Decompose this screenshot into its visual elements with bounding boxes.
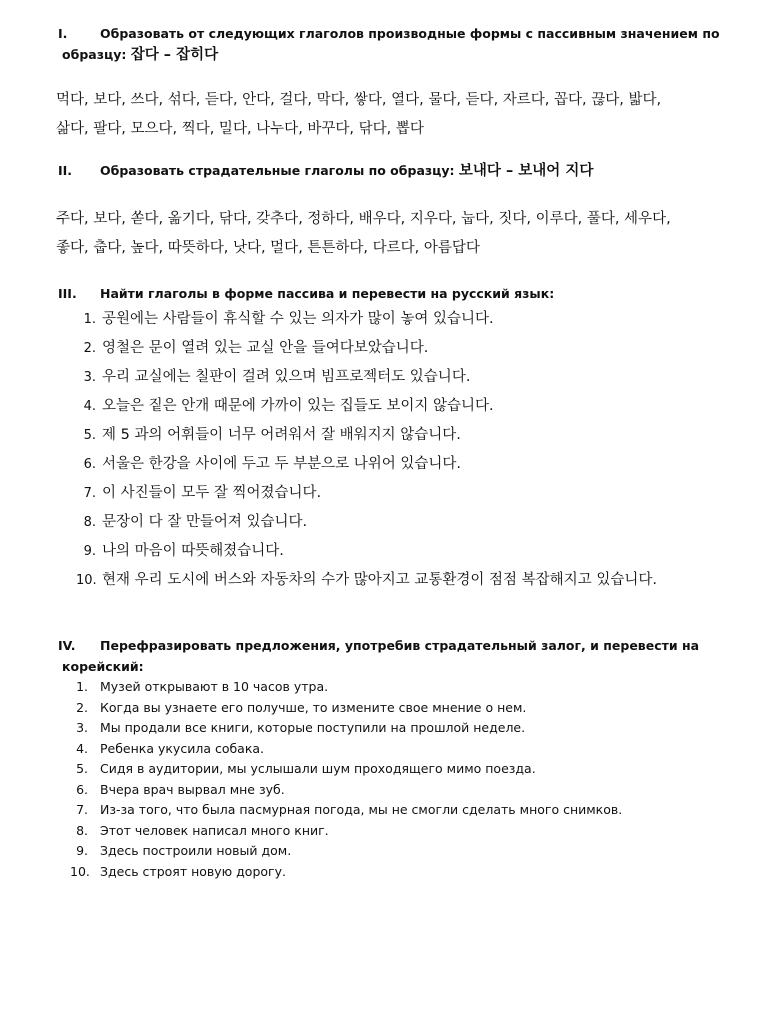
list-item-number: 9. bbox=[76, 843, 88, 858]
section-4-sentence-list bbox=[70, 677, 623, 882]
list-item-number: 4. bbox=[76, 740, 88, 756]
section-1-words-line-1: 먹다, 보다, 쓰다, 섞다, 듣다, 안다, 걸다, 막다, 쌓다, 열다, 물다, 듣다, 자르다, 꼽다, 끊다, 밟다, bbox=[56, 92, 662, 108]
section-2-words-line-2: 좋다, 춥다, 높다, 따뜻하다, 낫다, 멀다, 튼튼하다, 다르다, 아름답다 bbox=[56, 240, 480, 256]
section-2-title bbox=[100, 161, 593, 181]
list-item-text: Мы продали все книги, которые поступили на прошлой неделе. bbox=[100, 720, 526, 735]
section-3-number: III. bbox=[58, 286, 77, 301]
list-item-number: 8. bbox=[76, 822, 88, 838]
list-item-number: 5. bbox=[76, 761, 88, 776]
section-4-sentence bbox=[76, 677, 622, 698]
section-3-sentence bbox=[83, 392, 657, 421]
list-item-text: 현재 우리 도시에 버스와 자동차의 수가 많아지고 교통환경이 점점 복잡해지고 있습니다. bbox=[102, 572, 657, 588]
list-item-text: Вчера врач вырвал мне зуб. bbox=[100, 781, 285, 797]
list-item-number: 2. bbox=[76, 699, 88, 715]
list-item-text: Этот человек написал много книг. bbox=[100, 822, 329, 838]
list-item-text: Сидя в аудитории, мы услышали шум проходящего мимо поезда. bbox=[100, 761, 536, 776]
section-3-sentence-list bbox=[76, 305, 657, 595]
list-item-text: Музей открывают в 10 часов утра. bbox=[100, 679, 329, 694]
list-item-text: 우리 교실에는 칠판이 걸려 있으며 빔프로젝터도 있습니다. bbox=[102, 369, 471, 385]
list-item-text: Ребенка укусила собака. bbox=[100, 740, 265, 756]
section-4-sentence bbox=[76, 800, 623, 821]
section-3-sentence bbox=[83, 334, 657, 363]
section-3-sentence bbox=[83, 450, 657, 479]
list-item-number: 10. bbox=[76, 573, 97, 588]
section-4-sentence bbox=[76, 841, 622, 862]
section-4-sentence bbox=[76, 739, 622, 760]
list-item-number: 5. bbox=[83, 428, 96, 443]
list-item-text: 나의 마음이 따뜻해졌습니다. bbox=[102, 543, 284, 559]
section-3-sentence bbox=[83, 363, 657, 392]
section-4-title-cont: корейский: bbox=[62, 659, 144, 674]
section-4-sentence bbox=[76, 759, 622, 780]
section-3-sentence bbox=[83, 479, 657, 508]
section-1-number: I. bbox=[58, 26, 68, 41]
list-item-number: 2. bbox=[83, 341, 96, 356]
list-item-text: Здесь построили новый дом. bbox=[100, 843, 292, 858]
list-item-number: 7. bbox=[83, 486, 96, 501]
section-1-title-cont bbox=[62, 45, 218, 65]
list-item-number: 3. bbox=[83, 370, 96, 385]
list-item-text: 공원에는 사람들이 휴식할 수 있는 의자가 많이 놓여 있습니다. bbox=[102, 311, 494, 327]
section-2-words-line-1: 주다, 보다, 쏟다, 옮기다, 닦다, 갖추다, 정하다, 배우다, 지우다, 눕다, 짓다, 이루다, 풀다, 세우다, bbox=[56, 211, 671, 227]
section-4-sentence bbox=[76, 698, 622, 719]
section-1-heading bbox=[58, 24, 738, 70]
list-item-number: 10. bbox=[70, 863, 90, 879]
list-item-number: 1. bbox=[83, 312, 96, 327]
section-3-sentence bbox=[76, 566, 657, 595]
list-item-text: 이 사진들이 모두 잘 찍어졌습니다. bbox=[102, 485, 322, 501]
section-2-words bbox=[56, 205, 671, 263]
list-item-text: 제 5 과의 어휘들이 너무 어려워서 잘 배워지지 않습니다. bbox=[102, 427, 461, 443]
list-item-text: Из-за того, что была пасмурная погода, мы не смогли сделать много снимков. bbox=[100, 802, 623, 817]
section-4-sentence bbox=[76, 821, 622, 842]
list-item-text: 문장이 다 잘 만들어져 있습니다. bbox=[102, 514, 308, 530]
list-item-number: 3. bbox=[76, 720, 88, 735]
list-item-text: Когда вы узнаете его получше, то измените свое мнение о нем. bbox=[100, 699, 527, 715]
list-item-text: Здесь строят новую дорогу. bbox=[100, 863, 286, 879]
section-4-number: IV. bbox=[58, 638, 76, 653]
list-item-text: 영철은 문이 열려 있는 교실 안을 들여다보았습니다. bbox=[102, 340, 429, 356]
list-item-number: 1. bbox=[76, 679, 88, 694]
list-item-text: 오늘은 짙은 안개 때문에 가까이 있는 집들도 보이지 않습니다. bbox=[102, 398, 494, 414]
section-4-sentence bbox=[70, 862, 622, 883]
section-4-heading bbox=[58, 636, 738, 682]
section-3-sentence bbox=[83, 305, 657, 334]
section-3-title: Найти глаголы в форме пассива и перевести на русский язык: bbox=[100, 286, 555, 301]
list-item-number: 6. bbox=[76, 781, 88, 797]
section-4-sentence bbox=[76, 718, 622, 739]
section-3-heading bbox=[58, 284, 738, 306]
section-3-sentence bbox=[83, 421, 657, 450]
section-2-number: II. bbox=[58, 163, 73, 178]
section-1-title-prefix: образцу: bbox=[62, 47, 131, 62]
section-1-example: 잡다 – 잡히다 bbox=[130, 47, 219, 63]
section-2-example: 보내다 – 보내어 지다 bbox=[458, 163, 594, 179]
section-1-words bbox=[56, 86, 661, 144]
section-3-sentence bbox=[83, 537, 657, 566]
section-1-title: Образовать от следующих глаголов производные формы с пассивным значением по bbox=[100, 26, 720, 41]
section-2-heading bbox=[58, 161, 738, 183]
list-item-number: 9. bbox=[83, 544, 96, 559]
section-3-sentence bbox=[83, 508, 657, 537]
section-1-words-line-2: 삶다, 팔다, 모으다, 찍다, 밀다, 나누다, 바꾸다, 닦다, 뽑다 bbox=[56, 121, 424, 137]
list-item-text: 서울은 한강을 사이에 두고 두 부분으로 나위어 있습니다. bbox=[102, 456, 462, 472]
list-item-number: 7. bbox=[76, 802, 88, 817]
section-2-title-prefix: Образовать страдательные глаголы по образцу: bbox=[100, 163, 459, 178]
section-4-sentence bbox=[76, 780, 622, 801]
list-item-number: 4. bbox=[83, 399, 96, 414]
list-item-number: 8. bbox=[83, 515, 96, 530]
section-4-title: Перефразировать предложения, употребив страдательный залог, и перевести на bbox=[100, 638, 700, 653]
list-item-number: 6. bbox=[83, 457, 96, 472]
